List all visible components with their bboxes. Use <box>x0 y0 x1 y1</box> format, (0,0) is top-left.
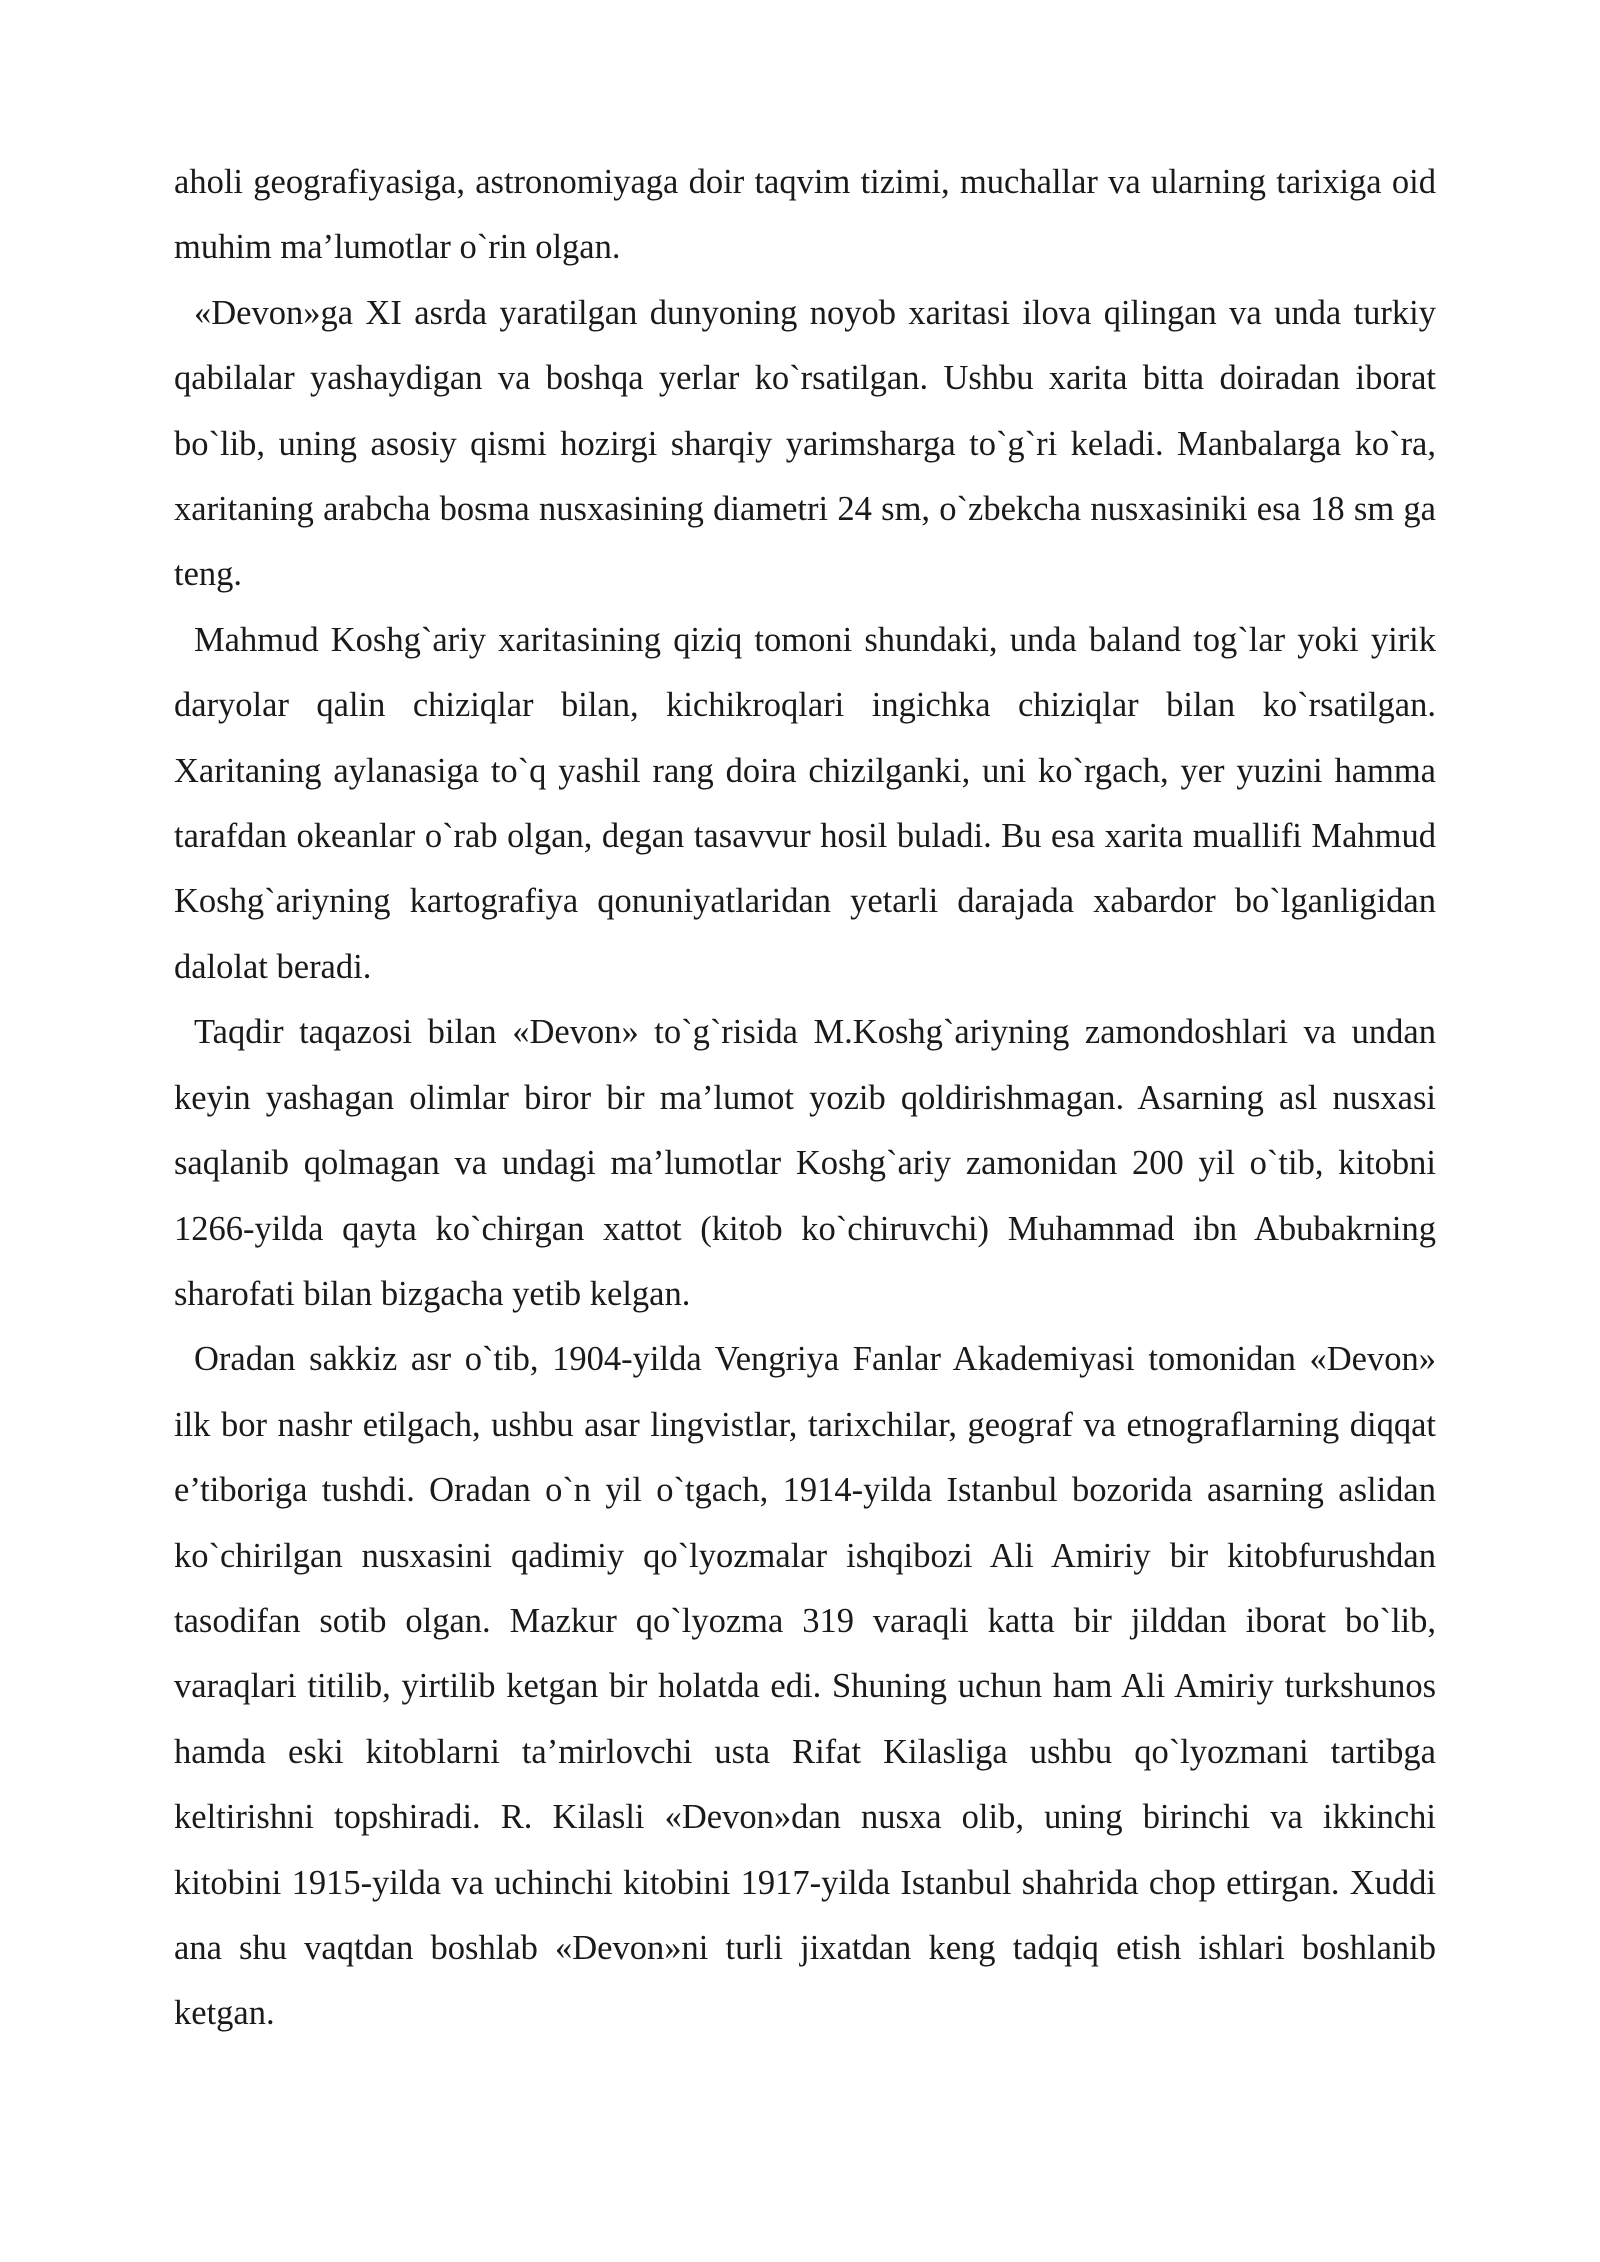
body-text <box>174 150 1436 2047</box>
paragraph-2: «Devon»ga XI asrda yaratilgan dunyoning noyob xaritasi ilova qilingan va unda turkiy qabilalar yashaydigan va boshqa yerlar ko`rsatilgan. Ushbu xarita bitta doiradan iborat bo`lib, uning asosiy qismi hozirgi sharqiy yarimsharga to`g`ri keladi. Manbalarga ko`ra, xaritaning arabcha bosma nusxasining diametri 24 sm, o`zbekcha nusxasiniki esa 18 sm ga teng. <box>174 293 1436 594</box>
paragraph-5: Oradan sakkiz asr o`tib, 1904-yilda Vengriya Fanlar Akademiyasi tomonidan «Devon» ilk bor nashr etilgach, ushbu asar lingvistlar, tarixchilar, geograf va etnograflarning diqqat e’tiboriga tushdi. Oradan o`n yil o`tgach, 1914-yilda Istanbul bozorida asarning aslidan ko`chirilgan nusxasini qadimiy qo`lyozmalar ishqibozi Ali Amiriy bir kitobfurushdan tasodifan sotib olgan. Mazkur qo`lyozma 319 varaqli katta bir jilddan iborat bo`lib, varaqlari titilib, yirtilib ketgan bir holatda edi. Shuning uchun ham Ali Amiriy turkshunos hamda eski kitoblarni ta’mirlovchi usta Rifat Kilasliga ushbu qo`lyozmani tartibga keltirishni topshiradi. R. Kilasli «Devon»dan nusxa olib, uning birinchi va ikkinchi kitobini 1915-yilda va uchinchi kitobini 1917-yilda Istanbul shahrida chop ettirgan. Xuddi ana shu vaqtdan boshlab «Devon»ni turli jixatdan keng tadqiq etish ishlari boshlanib ketgan. <box>174 1340 1436 2033</box>
paragraph-3: Mahmud Koshg`ariy xaritasining qiziq tomoni shundaki, unda baland tog`lar yoki yirik daryolar qalin chiziqlar bilan, kichikroqlari ingichka chiziqlar bilan ko`rsatilgan. Xaritaning aylanasiga to`q yashil rang doira chizilganki, uni ko`rgach, yer yuzini hamma tarafdan okeanlar o`rab olgan, degan tasavvur hosil buladi. Bu esa xarita muallifi Mahmud Koshg`ariyning kartografiya qonuniyatlaridan yetarli darajada xabardor bo`lganligidan dalolat beradi. <box>174 620 1436 986</box>
paragraph-4: Taqdir taqazosi bilan «Devon» to`g`risida M.Koshg`ariyning zamondoshlari va undan keyin yashagan olimlar biror bir ma’lumot yozib qoldirishmagan. Asarning asl nusxasi saqlanib qolmagan va undagi ma’lumotlar Koshg`ariy zamonidan 200 yil o`tib, kitobni 1266-yilda qayta ko`chirgan xattot (kitob ko`chiruvchi) Muhammad ibn Abubakrning sharofati bilan bizgacha yetib kelgan. <box>174 1013 1436 1313</box>
paragraph-1: aholi geografiyasiga, astronomiyaga doir taqvim tizimi, muchallar va ularning tarixiga oid muhim ma’lumotlar o`rin olgan. <box>174 163 1436 267</box>
